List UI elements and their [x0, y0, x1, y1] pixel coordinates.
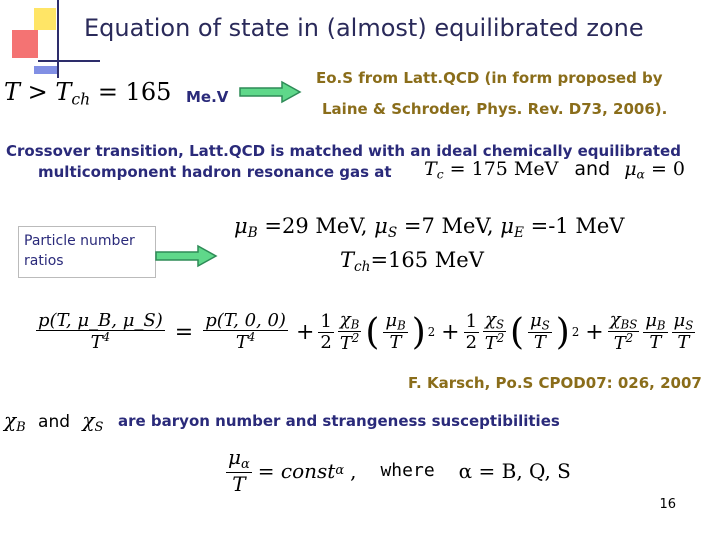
muE-sub: E	[513, 225, 524, 242]
crossover-line-1: Crossover transition, Latt.QCD is matched with an ideal chemically equilibrated	[6, 142, 681, 160]
muS-symbol: μ	[374, 214, 388, 238]
p-muB-2-sub: B	[656, 318, 666, 333]
muB-over-T-2	[643, 311, 667, 353]
const-comma: ,	[350, 458, 357, 483]
slide-title: Equation of state in (almost) equilibrated zone	[84, 14, 644, 42]
page-number: 16	[659, 497, 676, 512]
lhs-fraction	[36, 311, 165, 354]
muB-symbol: μ	[234, 214, 248, 238]
muE-value: =-1 MeV	[530, 214, 625, 238]
susceptibility-symbols	[4, 408, 103, 435]
susc-chiS: χ	[82, 408, 95, 432]
pressure-equation	[36, 300, 695, 364]
equals-sign: =	[174, 319, 194, 345]
paren-close-1: )	[411, 311, 426, 353]
p-muB-2: μ	[645, 309, 657, 331]
square-1: 2	[427, 325, 436, 339]
chiS-fraction	[483, 310, 506, 354]
p-muB-den: T	[389, 332, 402, 354]
mu-sub: α	[636, 167, 645, 182]
mu-symbol: μ	[624, 158, 637, 180]
muS-over-T	[528, 311, 552, 353]
term1-fraction	[203, 311, 288, 354]
const-mu: μ	[228, 445, 241, 469]
susc-and-word: and	[38, 412, 71, 432]
chiB-den: T	[339, 333, 352, 355]
lhs-numerator: p(T, μ_B, μ_S)	[38, 309, 163, 331]
p-muS-sub: S	[541, 318, 550, 333]
p-muB-sub: B	[397, 318, 406, 333]
chiBS-den-power: 2	[625, 331, 634, 346]
mu-value: = 0	[650, 158, 685, 180]
where-word: where	[380, 460, 435, 482]
chiB-sub: B	[350, 317, 360, 332]
right-arrow-icon	[238, 80, 302, 104]
paren-close-2: )	[555, 311, 570, 353]
condition-formula	[4, 78, 171, 109]
chiBS-den: T	[613, 333, 626, 355]
corner-decoration-vline	[57, 0, 59, 78]
p-muS-2: μ	[673, 309, 686, 331]
p-muB-2-den: T	[649, 332, 662, 354]
lhs-denominator: T	[90, 332, 103, 354]
term1-denominator: T	[235, 332, 248, 354]
tc-sub: c	[436, 167, 444, 182]
half-fraction-1	[318, 312, 333, 353]
lhs-den-power: 4	[102, 330, 111, 345]
chiS-symbol: χ	[485, 308, 496, 330]
mu-alpha-over-T	[226, 446, 252, 495]
corner-decoration-blue	[34, 66, 58, 74]
p-muS: μ	[530, 309, 542, 331]
muB-over-T	[383, 311, 407, 353]
chiB-symbol: χ	[339, 308, 351, 330]
susceptibility-text: are baryon number and strangeness susceptibilities	[118, 412, 560, 430]
half-den-2: 2	[465, 331, 478, 353]
muS-over-T-2	[672, 311, 696, 353]
eos-line-2: Laine & Schroder, Phys. Rev. D73, 2006).	[322, 100, 668, 118]
const-rhs: = const	[257, 458, 336, 483]
muB-sub: B	[247, 225, 258, 242]
tch-formula	[340, 248, 484, 275]
eos-line-1: Eo.S from Latt.QCD (in form proposed by	[316, 69, 663, 87]
corner-decoration-red	[12, 30, 38, 58]
chemical-potentials	[234, 214, 624, 241]
tch-symbol: T	[340, 248, 355, 272]
chiS-sub: S	[495, 317, 504, 332]
ratios-label: Particle number ratios	[24, 233, 135, 270]
term1-numerator: p(T, 0, 0)	[205, 309, 286, 331]
chiS-den: T	[484, 333, 497, 355]
square-2: 2	[571, 325, 580, 339]
paren-open-1: (	[365, 311, 380, 353]
half-fraction-2	[464, 312, 479, 353]
const-equation	[226, 446, 571, 495]
const-mu-sub: α	[241, 456, 250, 472]
condition-lhs: T > T	[4, 78, 72, 106]
tch-value: =165 MeV	[370, 248, 484, 272]
crossover-tc-formula	[424, 158, 685, 182]
condition-rhs: = 165	[97, 78, 172, 106]
susc-chiB-sub: B	[16, 419, 26, 435]
ratios-box	[18, 226, 156, 278]
and-word: and	[574, 158, 611, 180]
right-arrow-icon-2	[154, 244, 218, 268]
paren-open-2: (	[510, 311, 525, 353]
susc-chiS-sub: S	[94, 419, 104, 435]
corner-decoration-hline	[38, 60, 100, 62]
chiBS-symbol: χ	[609, 308, 621, 330]
chiS-den-power: 2	[496, 331, 505, 346]
half-den-1: 2	[320, 331, 332, 353]
half-num-1: 1	[320, 310, 332, 332]
const-rhs-sub: α	[335, 463, 345, 479]
chiB-fraction	[338, 310, 362, 354]
plus-sign-2: +	[441, 319, 460, 345]
reference-citation: F. Karsch, Po.S CPOD07: 026, 2007	[408, 374, 702, 392]
chiB-den-power: 2	[351, 331, 360, 346]
p-muS-2-sub: S	[685, 318, 694, 333]
chiBS-sub: BS	[620, 317, 638, 332]
plus-sign-3: +	[585, 319, 604, 345]
condition-sub: ch	[71, 90, 91, 109]
p-muS-den: T	[533, 332, 546, 354]
muS-sub: S	[387, 225, 398, 242]
muS-value: =7 MeV,	[403, 214, 494, 238]
muE-symbol: μ	[500, 214, 514, 238]
p-muB: μ	[385, 309, 398, 331]
tch-sub: ch	[354, 259, 371, 276]
const-den: T	[232, 472, 246, 497]
tc-symbol: T	[424, 158, 437, 180]
condition-unit: Me.V	[186, 88, 229, 106]
plus-sign-1: +	[295, 319, 315, 345]
term1-den-power: 4	[247, 330, 256, 345]
half-num-2: 1	[465, 310, 478, 332]
alpha-values: α = B, Q, S	[458, 458, 571, 483]
tc-value: = 175 MeV	[449, 158, 559, 180]
muB-value: =29 MeV,	[264, 214, 368, 238]
susc-chiB: χ	[4, 408, 17, 432]
chiBS-fraction	[608, 310, 640, 354]
crossover-line-2: multicomponent hadron resonance gas at	[38, 163, 392, 181]
corner-decoration-yellow	[34, 8, 56, 30]
p-muS-2-den: T	[677, 332, 690, 354]
